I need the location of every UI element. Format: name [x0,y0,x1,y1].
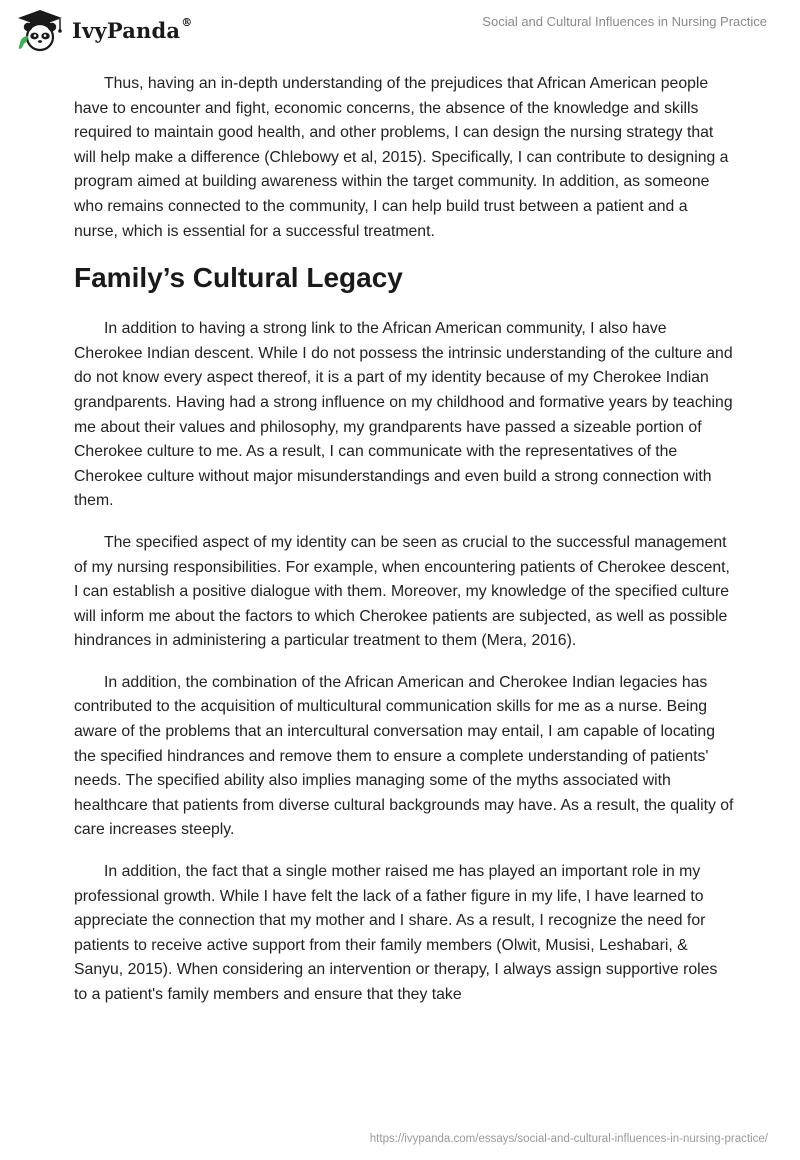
source-url[interactable]: https://ivypanda.com/essays/social-and-cultural-influences-in-nursing-practice/ [369,1133,768,1145]
page-header [0,0,800,60]
logo-name: IvyPanda [72,17,181,43]
essay-title: Social and Cultural Influences in Nursing Practice [482,14,767,29]
ivypanda-logo[interactable] [14,8,192,52]
logo-wordmark [72,15,193,43]
paragraph: In addition, the fact that a single mother raised me has played an important role in my professional growth. While I have felt the lack of a father figure in my life, I have learned to appreciate the connection that my mother and I share. As a result, I recognize the need for patients to receive active support from their family members (Olwit, Musisi, Leshabari, & Sanyu, 2015). When considering an intervention or therapy, I always assign supportive roles to a patient's family members and ensure that they take [74,863,718,1003]
paragraph: In addition to having a strong link to the African American community, I also have Cherokee Indian descent. While I do not possess the intrinsic understanding of the culture and do not know every aspect thereof, it is a part of my identity because of my Cherokee Indian grandparents. Having had a strong influence on my childhood and formative years by teaching me about their values and philosophy, my grandparents have passed a sizeable portion of Cherokee culture to me. As a result, I can communicate with the representatives of the Cherokee culture without major misunderstandings and even build a strong connection with them. [74,320,733,510]
paragraph: Thus, having an in-depth understanding of the prejudices that African American people have to encounter and fight, economic concerns, the absence of the knowledge and skills required to maintain good health, and other problems, I can design the nursing strategy that will help make a difference (Chlebowy et al, 2015). Specifically, I can contribute to designing a program aimed at building awareness within the target community. In addition, as someone who remains connected to the community, I can help build trust between a patient and a nurse, which is essential for a successful treatment. [74,75,729,240]
paragraph: The specified aspect of my identity can be seen as crucial to the successful management of my nursing responsibilities. For example, when encountering patients of Cherokee descent, I can establish a positive dialogue with them. Moreover, my knowledge of the specified culture will inform me about the factors to which Cherokee patients are subjected, as well as possible hindrances in administering a particular treatment to them (Mera, 2016). [74,533,730,650]
essay-body [74,72,734,1025]
section-heading: Family’s Cultural Legacy [74,262,403,294]
panda-graduate-icon [14,8,66,52]
registered-mark: ® [181,15,193,29]
paragraph: In addition, the combination of the African American and Cherokee Indian legacies has contributed to the acquisition of multicultural communication skills for me as a nurse. Being aware of the problems that an intercultural conversation may entail, I am capable of locating the specified hindrances and remove them to ensure a complete understanding of patients' needs. The specified ability also implies managing some of the myths associated with healthcare that patients from diverse cultural backgrounds may have. As a result, the quality of care increases steeply. [74,673,734,839]
